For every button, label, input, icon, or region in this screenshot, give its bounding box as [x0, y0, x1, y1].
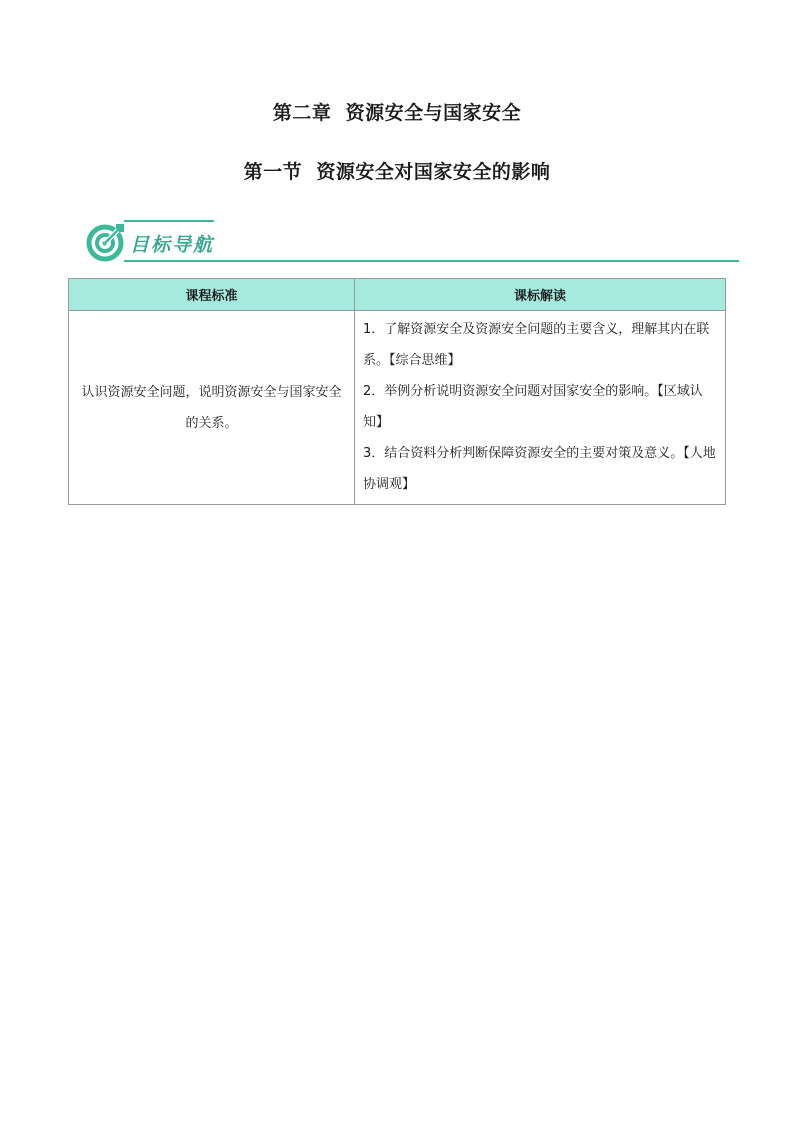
section-title: 第一节 资源安全对国家安全的影响: [243, 161, 551, 183]
header-standard-interpretation: 课标解读: [355, 279, 726, 311]
curriculum-standards-table: [68, 278, 726, 505]
target-icon: [86, 222, 126, 262]
header-top-rule: [124, 220, 214, 222]
table-header-row: [69, 279, 726, 311]
interpretation-item: 3．结合资料分析判断保障资源安全的主要对策及意义。【人地协调观】: [363, 446, 716, 492]
standard-cell: 认识资源安全问题，说明资源安全与国家安全的关系。: [69, 311, 355, 505]
interpretation-item: 1．了解资源安全及资源安全问题的主要含义，理解其内在联系。【综合思维】: [363, 322, 710, 368]
header-bottom-rule: [124, 260, 739, 262]
target-navigation-header: [86, 220, 739, 264]
header-curriculum-standard: 课程标准: [69, 279, 355, 311]
target-navigation-label: 目标导航: [130, 234, 215, 256]
interpretation-item: 2．举例分析说明资源安全问题对国家安全的影响。【区域认知】: [363, 384, 703, 430]
chapter-title: 第二章 资源安全与国家安全: [272, 102, 522, 124]
table-row: [69, 311, 726, 505]
interpretation-cell: [355, 311, 726, 505]
